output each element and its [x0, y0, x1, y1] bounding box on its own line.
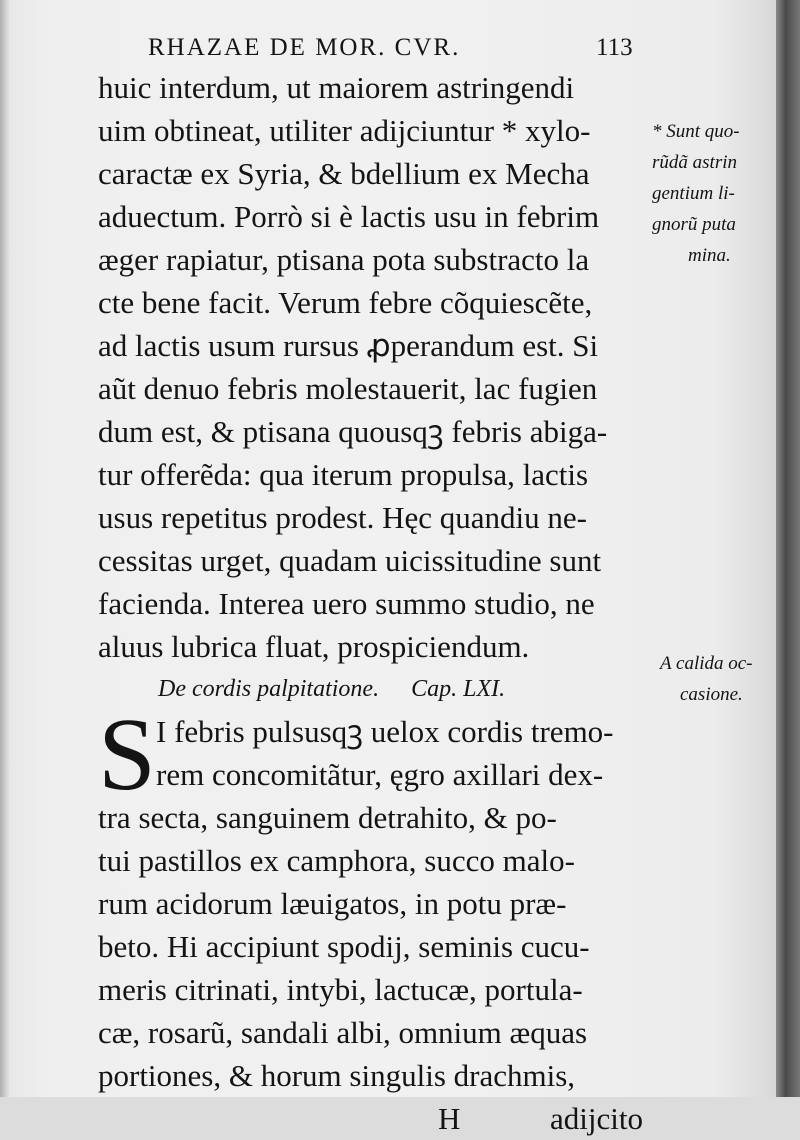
text-line: caractæ ex Syria, & bdellium ex Mecha: [98, 156, 590, 191]
text-line: cte bene facit. Verum febre cõquiescẽte,: [98, 285, 593, 320]
text-line: tur offerẽda: qua iterum propulsa, lactis: [98, 457, 589, 492]
catchword: adijcito: [550, 1101, 643, 1136]
chapter-number: Cap. LXI.: [411, 676, 506, 702]
marginal-note-2: [660, 648, 753, 710]
page-edge: [776, 0, 800, 1097]
signature-mark: H: [438, 1101, 461, 1136]
chapter-heading: [98, 668, 658, 710]
text-line: cessitas urget, quadam uicissitudine sunt: [98, 543, 602, 578]
marginal-note-1: [652, 116, 740, 271]
marginal-note-line: rũdã astrin: [652, 152, 737, 173]
text-line: æger rapiatur, ptisana pota substracto la: [98, 242, 590, 277]
text-line: beto. Hi accipiunt spodij, seminis cucu-: [98, 929, 590, 964]
text-line: tui pastillos ex camphora, succo malo-: [98, 843, 575, 878]
text-line: aũt denuo febris molestauerit, lac fugien: [98, 371, 598, 406]
running-head: [148, 34, 648, 62]
text-line: dum est, & ptisana quousqꝫ febris abiga-: [98, 414, 608, 449]
marginal-note-line: * Sunt quo-: [652, 121, 740, 142]
text-line: I febris pulsusqꝫ uelox cordis tremo-: [156, 714, 614, 749]
marginal-note-line: gentium li-: [652, 183, 735, 204]
text-line: huic interdum, ut maiorem astringendi: [98, 70, 575, 105]
chapter-title: De cordis palpitatione.: [158, 676, 380, 702]
text-line: meris citrinati, intybi, lactucæ, portula-: [98, 972, 583, 1007]
text-line: usus repetitus prodest. Hęc quandiu ne-: [98, 500, 587, 535]
text-line: aluus lubrica fluat, prospiciendum.: [98, 629, 530, 664]
text-line: rem concomitãtur, ęgro axillari dex-: [156, 757, 604, 792]
drop-cap-initial: S: [98, 697, 156, 812]
gutter-shadow: [0, 0, 10, 1097]
text-line: tra secta, sanguinem detrahito, & po-: [98, 800, 557, 835]
marginal-note-line: mina.: [688, 245, 731, 266]
text-line: rum acidorum læuigatos, in potu præ-: [98, 886, 567, 921]
running-head-title: RHAZAE DE MOR. CVR.: [148, 34, 461, 61]
marginal-note-line: A calida oc-: [660, 653, 753, 674]
page-number: 113: [596, 34, 633, 61]
text-line: aduectum. Porrò si è lactis usu in febrim: [98, 199, 600, 234]
marginal-note-line: gnorũ puta: [652, 214, 736, 235]
catchline: [98, 1097, 658, 1140]
chapter-body: [98, 697, 658, 1097]
text-line: ad lactis usum rursus ꝓperandum est. Si: [98, 328, 599, 363]
main-text-block: [98, 66, 658, 1140]
text-line: uim obtineat, utiliter adijciuntur * xylo-: [98, 113, 591, 148]
text-line: facienda. Interea uero summo studio, ne: [98, 586, 595, 621]
text-line: portiones, & horum singulis drachmis,: [98, 1058, 576, 1093]
text-line: cæ, rosarũ, sandali albi, omnium æquas: [98, 1015, 588, 1050]
marginal-note-line: casione.: [680, 684, 743, 705]
